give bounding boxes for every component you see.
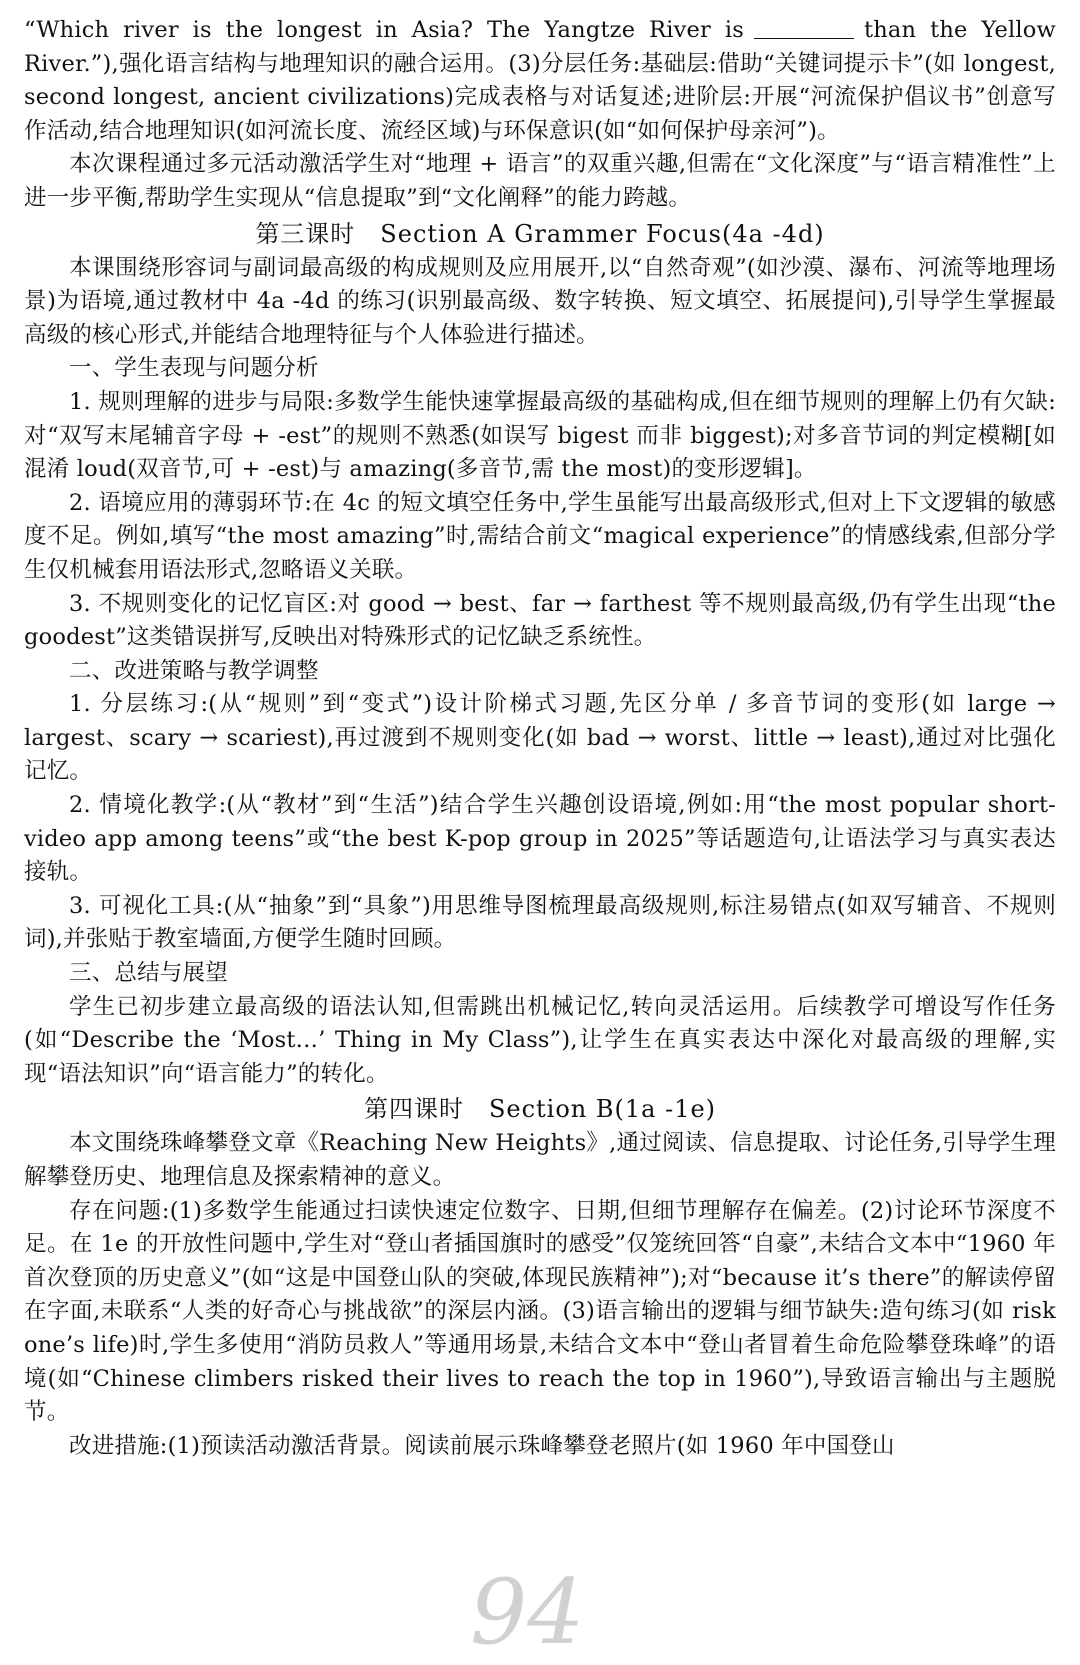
section-heading-lesson-3: 第三课时 Section A Grammer Focus(4a -4d) (255, 219, 825, 248)
paragraph-text: “Which river is the longest in Asia? The Yangtze River is (24, 17, 744, 43)
paragraph-lesson-4-overview: 本文围绕珠峰攀登文章《Reaching New Heights》,通过阅读、信息提取、讨论任务,引导学生理解攀登历史、地理信息及探索精神的意义。 (24, 1130, 1056, 1190)
paragraph-point-1: 1. 规则理解的进步与局限:多数学生能快速掌握最高级的基础构成,但在细节规则的理解上仍有欠缺:对“双写末尾辅音字母 + -est”的规则不熟悉(如误写 bigest 而非 biggest);对多音节词的判定模糊[如混淆 loud(双音节,可 + -est)与 amazing(多音节,需 the most)的变形逻辑]。 (24, 388, 1056, 483)
section-heading-lesson-4: 第四课时 Section B(1a -1e) (363, 1095, 717, 1124)
paragraph-problems: 存在问题:(1)多数学生能通过扫读快速定位数字、日期,但细节理解存在偏差。(2)讨论环节深度不足。在 1e 的开放性问题中,学生对“登山者插国旗时的感受”仅笼统回答“自豪”,未结合文本中“1960 年首次登顶的历史意义”(如“这是中国登山队的突破,体现民族精神”);对“because it’s there”的解读停留在字面,未联系“人类的好奇心与挑战欲”的深层内涵。(3)语言输出的逻辑与细节缺失:造句练习(如 risk one’s life)时,学生多使用“消防员救人”等通用场景,未结合文本中“登山者冒着生命危险攀登珠峰”的语境(如“Chinese climbers risked their lives to reach the top in 1960”),导致语言输出与主题脱节。 (24, 1197, 1056, 1426)
paragraph-text: than the Yellow River.”),强化语言结构与地理知识的融合运用。(3)分层任务:基础层:借助“关键词提示卡”(如 longest, second longest, ancient civilizations)完成表格与对话复述;进阶层:开展“河流保护倡议书”创意写作活动,结合地理知识(如河流长度、流经区域)与环保意识(如“如何保护母亲河”)。 (24, 17, 1056, 144)
paragraph-summary: 本次课程通过多元活动激活学生对“地理 + 语言”的双重兴趣,但需在“文化深度”与“语言精准性”上进一步平衡,帮助学生实现从“信息提取”到“文化阐释”的能力跨越。 (24, 151, 1056, 211)
paragraph-strategy-2: 2. 情境化教学:(从“教材”到“生活”)结合学生兴趣创设语境,例如:用“the most popular short-video app among teens”或“the best K-pop group in 2025”等话题造句,让语法学习与真实表达接轨。 (24, 792, 1056, 886)
paragraph-strategy-1: 1. 分层练习:(从“规则”到“变式”)设计阶梯式习题,先区分单 / 多音节词的变形(如 large → largest、scary → scariest),再过渡到不规则变化(如 bad → worst、little → least),通过对比强化记忆。 (24, 691, 1056, 785)
page-number: 94 (470, 1560, 585, 1665)
subheading-strategies: 二、改进策略与教学调整 (69, 657, 319, 684)
subheading-analysis: 一、学生表现与问题分析 (69, 355, 319, 382)
paragraph-point-2: 2. 语境应用的薄弱环节:在 4c 的短文填空任务中,学生虽能写出最高级形式,但对上下文逻辑的敏感度不足。例如,填写“the most amazing”时,需结合前文“magical experience”的情感线索,但部分学生仅机械套用语法形式,忽略语义关联。 (24, 489, 1056, 583)
paragraph-outlook: 学生已初步建立最高级的语法认知,但需跳出机械记忆,转向灵活运用。后续教学可增设写作任务(如“Describe the ‘Most…’ Thing in My Class”),让学生在真实表达中深化对最高级的理解,实现“语法知识”向“语言能力”的转化。 (24, 993, 1056, 1087)
paragraph-lesson-3-overview: 本课围绕形容词与副词最高级的构成规则及应用展开,以“自然奇观”(如沙漠、瀑布、河流等地理场景)为语境,通过教材中 4a -4d 的练习(识别最高级、数字转换、短文填空、拓展提问),引导学生掌握最高级的核心形式,并能结合地理特征与个人体验进行描述。 (24, 254, 1056, 348)
fill-in-blank (754, 16, 854, 40)
subheading-summary: 三、总结与展望 (69, 960, 228, 987)
paragraph-strategy-3: 3. 可视化工具:(从“抽象”到“具象”)用思维导图梳理最高级规则,标注易错点(如双写辅音、不规则词),并张贴于教室墙面,方便学生随时回顾。 (24, 892, 1056, 953)
paragraph-point-3: 3. 不规则变化的记忆盲区:对 good → best、far → farthest 等不规则最高级,仍有学生出现“the goodest”这类错误拼写,反映出对特殊形式的记忆缺乏系统性。 (24, 590, 1056, 651)
paragraph-measures: 改进措施:(1)预读活动激活背景。阅读前展示珠峰攀登老照片(如 1960 年中国登山 (69, 1432, 895, 1459)
paragraph-intro-continuation (24, 14, 1056, 148)
